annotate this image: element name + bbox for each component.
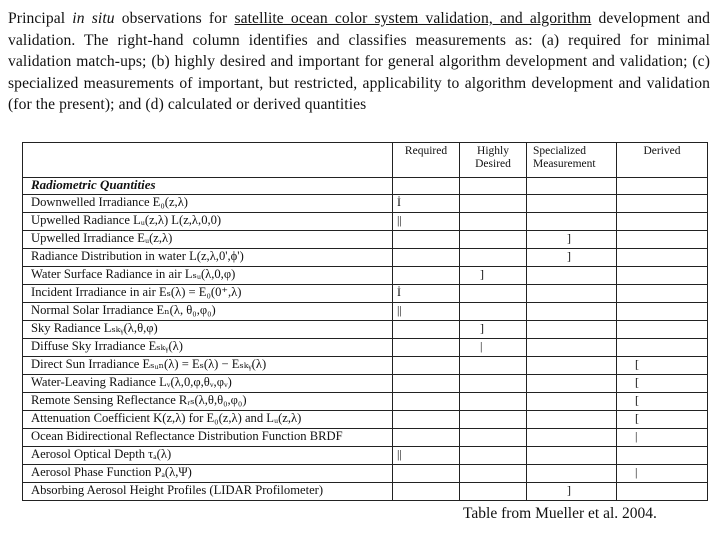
table-row	[23, 231, 708, 249]
classification-mark	[617, 195, 708, 213]
quantity-name: Radiance Distribution in water L(z,λ,0',ϕ')	[23, 249, 393, 267]
classification-mark: ]	[527, 231, 617, 249]
classification-mark	[460, 231, 527, 249]
header-specialized: Specialized Measurement	[527, 143, 617, 178]
quantity-name: Diffuse Sky Irradiance Eₛₖᵧ(λ)	[23, 339, 393, 357]
classification-mark	[617, 285, 708, 303]
classification-mark	[460, 447, 527, 465]
caption-part3: development and validation. The right-hand column identifies and classifies measurements as: (a) required for minimal validation match-ups; (b) highly desired and important for general algorithm development and validation; (c) specialized measurements of important, but restricted, applicability to algorithm development and validation (for the present); and (d) calculated or derived quantities	[8, 10, 711, 114]
classification-mark	[527, 411, 617, 429]
classification-mark: |	[460, 339, 527, 357]
table-row	[23, 465, 708, 483]
caption-in-situ: in situ	[72, 10, 115, 27]
table-caption	[8, 8, 710, 116]
section-row	[23, 178, 708, 195]
quantity-name: Upwelled Radiance Lᵤ(z,λ) L(z,λ,0,0)	[23, 213, 393, 231]
classification-mark	[393, 321, 460, 339]
classification-mark	[393, 339, 460, 357]
classification-mark	[393, 375, 460, 393]
table-row	[23, 267, 708, 285]
quantity-name: Downwelled Irradiance E₀(z,λ)	[23, 195, 393, 213]
measurement-table-container	[22, 142, 707, 495]
classification-mark	[527, 213, 617, 231]
classification-mark	[460, 213, 527, 231]
classification-mark	[460, 429, 527, 447]
quantity-name: Attenuation Coefficient K(z,λ) for E₀(z,λ) and Lᵤ(z,λ)	[23, 411, 393, 429]
source-note: Table from Mueller et al. 2004.	[463, 505, 657, 522]
classification-mark	[393, 429, 460, 447]
classification-mark	[617, 483, 708, 501]
quantity-name: Water-Leaving Radiance Lᵥ(λ,0,φ,θᵥ,φᵥ)	[23, 375, 393, 393]
table-row	[23, 393, 708, 411]
classification-mark	[617, 231, 708, 249]
classification-mark	[460, 285, 527, 303]
classification-mark	[527, 393, 617, 411]
classification-mark	[527, 339, 617, 357]
table-row	[23, 411, 708, 429]
classification-mark	[527, 267, 617, 285]
quantity-name: Direct Sun Irradiance Eₛᵤₙ(λ) = Eₛ(λ) − Eₛₖᵧ(λ)	[23, 357, 393, 375]
quantity-name: Water Surface Radiance in air Lₛᵤ(λ,0,φ)	[23, 267, 393, 285]
classification-mark: ]	[460, 267, 527, 285]
classification-mark	[460, 375, 527, 393]
classification-mark	[460, 465, 527, 483]
classification-mark: [	[617, 357, 708, 375]
table-row	[23, 249, 708, 267]
classification-mark	[527, 321, 617, 339]
caption-underlined: satellite ocean color system validation, and algorithm	[234, 10, 592, 27]
classification-mark: ||	[393, 303, 460, 321]
classification-mark	[460, 393, 527, 411]
table-row	[23, 447, 708, 465]
table-header-row	[23, 143, 708, 178]
classification-mark	[527, 429, 617, 447]
classification-mark: [	[617, 411, 708, 429]
classification-mark	[460, 249, 527, 267]
classification-mark	[393, 249, 460, 267]
table-row	[23, 483, 708, 501]
quantity-name: Aerosol Phase Function Pₐ(λ,Ψ)	[23, 465, 393, 483]
classification-mark	[460, 483, 527, 501]
header-derived: Derived	[617, 143, 708, 178]
classification-mark	[460, 411, 527, 429]
classification-mark	[527, 303, 617, 321]
classification-mark	[617, 213, 708, 231]
classification-mark	[527, 285, 617, 303]
classification-mark: |	[617, 465, 708, 483]
classification-mark	[617, 447, 708, 465]
header-highly-desired: Highly Desired	[460, 143, 527, 178]
classification-mark	[393, 267, 460, 285]
quantity-name: Upwelled Irradiance Eᵤ(z,λ)	[23, 231, 393, 249]
classification-mark	[393, 393, 460, 411]
header-blank	[23, 143, 393, 178]
classification-mark: ||	[393, 447, 460, 465]
table-row	[23, 339, 708, 357]
caption-part2: observations for	[114, 10, 235, 27]
quantity-name: Remote Sensing Reflectance Rᵣₛ(λ,θ,θ₀,φ₀)	[23, 393, 393, 411]
classification-mark	[527, 447, 617, 465]
classification-mark	[527, 195, 617, 213]
classification-mark: ||	[393, 213, 460, 231]
classification-mark	[393, 357, 460, 375]
classification-mark: İ	[393, 285, 460, 303]
table-row	[23, 321, 708, 339]
classification-mark	[460, 303, 527, 321]
table-row	[23, 303, 708, 321]
header-required: Required	[393, 143, 460, 178]
classification-mark: İ	[393, 195, 460, 213]
table-row	[23, 213, 708, 231]
classification-mark: [	[617, 393, 708, 411]
table-row	[23, 375, 708, 393]
classification-mark	[393, 483, 460, 501]
section-title: Radiometric Quantities	[23, 178, 393, 195]
classification-mark	[527, 375, 617, 393]
caption-part1: Principal	[8, 10, 73, 27]
classification-mark	[617, 321, 708, 339]
classification-mark	[393, 411, 460, 429]
classification-mark: ]	[527, 249, 617, 267]
table-row	[23, 357, 708, 375]
classification-mark: [	[617, 375, 708, 393]
classification-mark	[527, 465, 617, 483]
classification-mark	[393, 465, 460, 483]
quantity-name: Aerosol Optical Depth τₐ(λ)	[23, 447, 393, 465]
classification-mark	[460, 195, 527, 213]
classification-mark	[617, 339, 708, 357]
classification-mark	[393, 231, 460, 249]
measurement-table	[22, 142, 708, 501]
quantity-name: Sky Radiance Lₛₖᵧ(λ,θ,φ)	[23, 321, 393, 339]
quantity-name: Absorbing Aerosol Height Profiles (LIDAR Profilometer)	[23, 483, 393, 501]
classification-mark	[617, 249, 708, 267]
table-row	[23, 285, 708, 303]
quantity-name: Incident Irradiance in air Eₛ(λ) = E₀(0⁺,λ)	[23, 285, 393, 303]
table-row	[23, 429, 708, 447]
classification-mark	[617, 267, 708, 285]
quantity-name: Normal Solar Irradiance Eₙ(λ, θ₀,φ₀)	[23, 303, 393, 321]
classification-mark	[527, 357, 617, 375]
classification-mark	[460, 357, 527, 375]
classification-mark: ]	[527, 483, 617, 501]
classification-mark	[617, 303, 708, 321]
quantity-name: Ocean Bidirectional Reflectance Distribution Function BRDF	[23, 429, 393, 447]
classification-mark: |	[617, 429, 708, 447]
table-row	[23, 195, 708, 213]
classification-mark: ]	[460, 321, 527, 339]
